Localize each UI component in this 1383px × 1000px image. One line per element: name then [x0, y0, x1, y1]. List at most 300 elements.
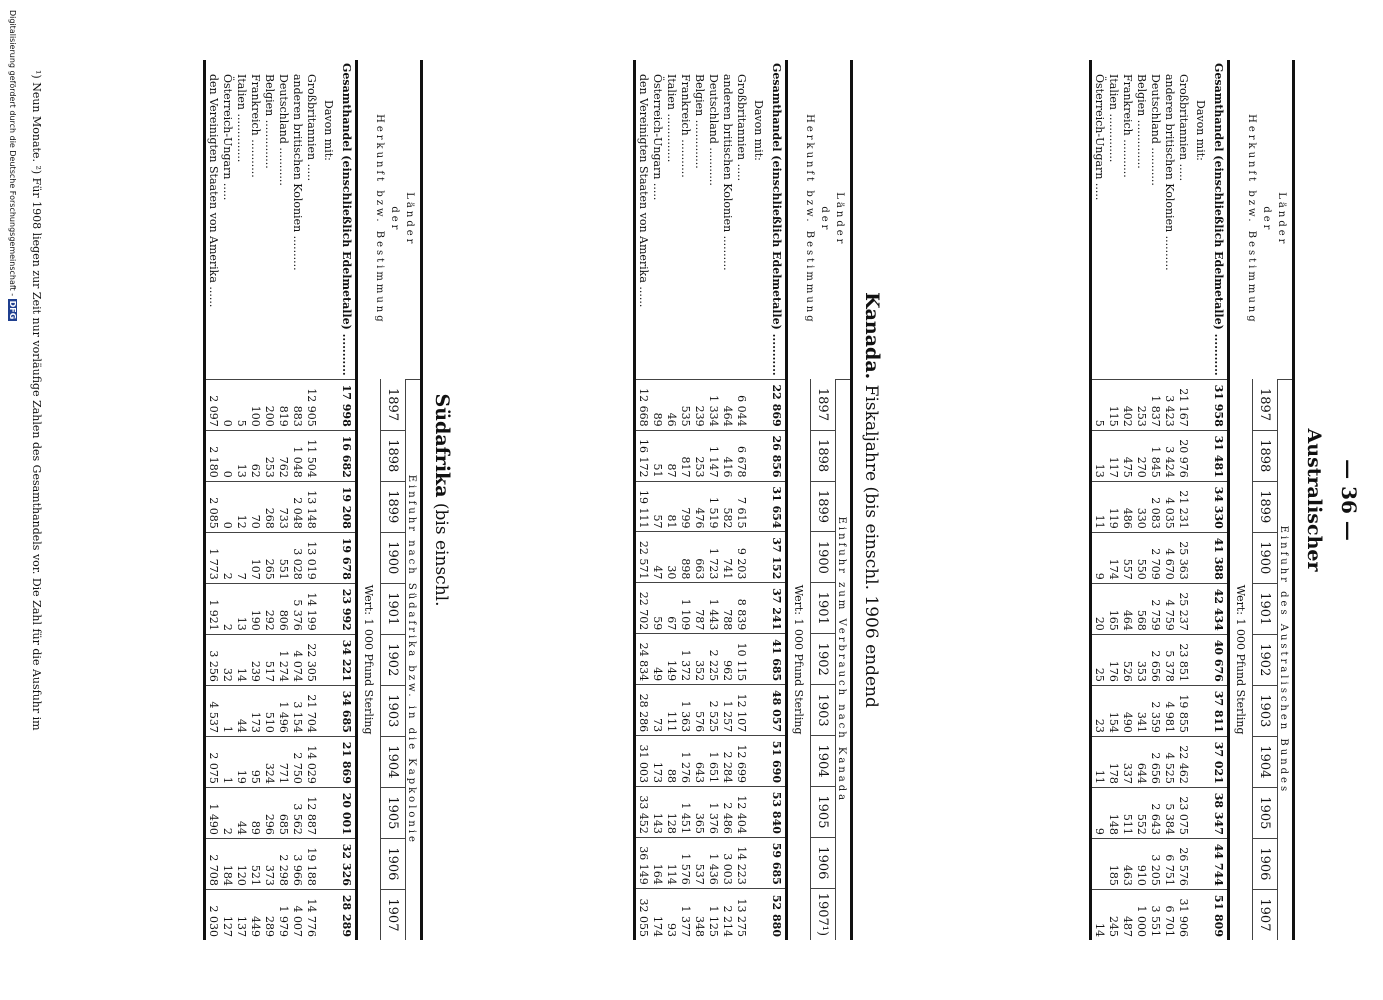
table-cell: 12 668 — [635, 379, 651, 430]
table-cell: 486 — [1120, 481, 1134, 532]
table-cell: 3 028 — [290, 532, 304, 583]
table-cell: 22 702 — [635, 583, 651, 634]
table-cell: 127 — [220, 889, 234, 940]
table-cell: 12 404 — [734, 786, 748, 837]
table-cell: 557 — [1120, 532, 1134, 583]
table-cell: 1 436 — [706, 837, 720, 888]
table-cell: 2 097 — [205, 379, 221, 430]
row-label: Frankreich ........... — [679, 74, 692, 178]
table-cell: 53 840 — [768, 786, 787, 837]
table-cell: 4 670 — [1162, 532, 1176, 583]
lander-header-line: der — [389, 206, 400, 233]
table-row — [338, 60, 357, 940]
table-cell: 762 — [276, 430, 290, 481]
table-cell — [748, 430, 768, 481]
table-cell: 21 869 — [338, 736, 357, 787]
table-cell — [318, 481, 338, 532]
lander-header-line: der — [819, 206, 830, 233]
table-cell: 517 — [262, 634, 276, 685]
table-cell: 2 085 — [205, 481, 221, 532]
table-cell: 1 257 — [720, 685, 734, 736]
table-cell: 464 — [720, 379, 734, 430]
table-row — [1134, 60, 1148, 940]
year-header: 1904 — [381, 736, 406, 787]
table-cell: 41 388 — [1210, 532, 1229, 583]
table-cell: 117 — [1106, 430, 1120, 481]
table-cell: 9 — [1091, 787, 1107, 838]
table-cell: 1 651 — [706, 736, 720, 787]
table-cell: 22 462 — [1176, 736, 1190, 787]
table-cell: 1 845 — [1148, 430, 1162, 481]
table-cell: 33 452 — [635, 786, 651, 837]
table-cell: 348 — [692, 888, 706, 940]
table-cell: 95 — [248, 736, 262, 787]
section-title-main: Südafrika — [431, 393, 453, 498]
table-cell: 21 704 — [304, 685, 318, 736]
row-label: Gesamthandel (einschließlich Edelmetalle) ........... — [340, 63, 354, 376]
table-cell: 3 205 — [1148, 838, 1162, 889]
table-cell: 12 887 — [304, 787, 318, 838]
year-header: 1907 — [381, 889, 406, 940]
year-header: 1899 — [1253, 481, 1278, 532]
table-cell: 13 148 — [304, 481, 318, 532]
table-cell: 73 — [650, 685, 664, 736]
table-cell — [748, 634, 768, 685]
table-cell: 2 298 — [276, 838, 290, 889]
table-cell — [1190, 889, 1210, 940]
year-header: 1898 — [811, 430, 836, 481]
table-cell: 245 — [1106, 889, 1120, 940]
table-cell: 962 — [720, 634, 734, 685]
table-cell: 883 — [290, 379, 304, 430]
table-cell: 1 147 — [706, 430, 720, 481]
year-header: 1906 — [811, 837, 836, 888]
table-cell: 5 — [234, 379, 248, 430]
lander-header-line: Länder — [834, 192, 845, 247]
table-cell: 806 — [276, 583, 290, 634]
table-row — [650, 60, 664, 940]
table-row — [304, 60, 318, 940]
table-cell: 2 — [220, 583, 234, 634]
table-cell: 16 682 — [338, 430, 357, 481]
lander-header — [1229, 60, 1294, 379]
table-cell: 265 — [262, 532, 276, 583]
row-label: Gesamthandel (einschließlich Edelmetalle) ........... — [1212, 63, 1226, 376]
table-cell: 22 571 — [635, 532, 651, 583]
lander-header — [357, 60, 422, 379]
table-cell: 11 504 — [304, 430, 318, 481]
table-cell: 787 — [692, 583, 706, 634]
table-cell: 819 — [276, 379, 290, 430]
section-title-main: Kanada. — [861, 292, 883, 380]
table-cell — [1190, 430, 1210, 481]
lander-header-line: Herkunft bzw. Bestimmung — [374, 114, 385, 325]
year-header: 1904 — [1253, 736, 1278, 787]
table-row — [276, 60, 290, 940]
table-cell — [748, 736, 768, 787]
table-cell — [318, 379, 338, 430]
table-cell — [318, 532, 338, 583]
table-cell: 28 286 — [635, 685, 651, 736]
table-cell: 184 — [220, 838, 234, 889]
table-cell: 173 — [248, 685, 262, 736]
table-cell: 19 — [234, 736, 248, 787]
table-cell: 3 003 — [720, 837, 734, 888]
table-cell: 5 — [1091, 379, 1107, 430]
table-cell: 373 — [262, 838, 276, 889]
table-cell: 2 030 — [205, 889, 221, 940]
row-label: Deutschland ........... — [707, 74, 720, 186]
table-cell: 2 359 — [1148, 685, 1162, 736]
row-label: Italien .............. — [1107, 74, 1120, 163]
table-cell: 114 — [664, 837, 678, 888]
table-cell: 25 — [1091, 634, 1107, 685]
table-row — [248, 60, 262, 940]
table-cell: 341 — [1134, 685, 1148, 736]
table-cell: 154 — [1106, 685, 1120, 736]
table-cell: 165 — [1106, 583, 1120, 634]
table-cell: 535 — [678, 379, 692, 430]
table-cell: 115 — [1106, 379, 1120, 430]
table-cell: 568 — [1134, 583, 1148, 634]
table-cell: 3 154 — [290, 685, 304, 736]
table-cell: 352 — [692, 634, 706, 685]
row-label: anderen britischen Kolonien .......... — [721, 74, 734, 271]
table-cell: 107 — [248, 532, 262, 583]
row-label: Deutschland ........... — [277, 74, 290, 186]
year-header: 1902 — [381, 634, 406, 685]
table-cell — [318, 634, 338, 685]
table-cell: 324 — [262, 736, 276, 787]
section-title-rest: (bis einschl. — [431, 497, 451, 607]
table-cell: 487 — [1120, 889, 1134, 940]
year-header: 1897 — [811, 379, 836, 430]
table-cell: 1 723 — [706, 532, 720, 583]
table-cell: 31 654 — [768, 481, 787, 532]
table-cell: 38 347 — [1210, 787, 1229, 838]
table-cell: 19 111 — [635, 481, 651, 532]
table-cell: 59 — [650, 583, 664, 634]
table-row — [1176, 60, 1190, 940]
table-cell: 685 — [276, 787, 290, 838]
table-cell: 37 811 — [1210, 685, 1229, 736]
unit-header: Wert: 1 000 Pfund Sterling — [787, 379, 811, 940]
row-label: Großbritannien ..... — [1177, 74, 1190, 182]
row-label: Frankreich ........... — [249, 74, 262, 178]
table-cell: 11 — [1091, 736, 1107, 787]
table-cell — [1190, 634, 1210, 685]
table-cell: 31 481 — [1210, 430, 1229, 481]
row-label: Österreich-Ungarn ..... — [1091, 60, 1107, 379]
table-cell: 28 289 — [338, 889, 357, 940]
table-cell: 164 — [650, 837, 664, 888]
table-cell: 89 — [650, 379, 664, 430]
section-title-rest: Fiskaljahre (bis einschl. 1906 endend — [861, 379, 881, 708]
table-row — [720, 60, 734, 940]
table-top-header: Einfuhr nach Südafrika bzw. in die Kapkolonie — [406, 379, 422, 940]
year-header: 1902 — [1253, 634, 1278, 685]
table-cell: 26 856 — [768, 430, 787, 481]
table-cell: 100 — [248, 379, 262, 430]
table-cell: 0 — [220, 481, 234, 532]
table-cell — [748, 481, 768, 532]
table-row — [734, 60, 748, 940]
table-cell: 788 — [720, 583, 734, 634]
table-cell: 11 — [1091, 481, 1107, 532]
table-cell: 31 003 — [635, 736, 651, 787]
year-header: 1898 — [1253, 430, 1278, 481]
table-cell: 32 — [220, 634, 234, 685]
table-cell: 510 — [262, 685, 276, 736]
table-cell: 2 708 — [205, 838, 221, 889]
year-header: 1897 — [1253, 379, 1278, 430]
table-cell: 23 851 — [1176, 634, 1190, 685]
table-row — [1091, 60, 1107, 940]
table-cell: 87 — [664, 430, 678, 481]
table-cell: 1 979 — [276, 889, 290, 940]
table-row — [290, 60, 304, 940]
table-cell: 24 834 — [635, 634, 651, 685]
table-cell — [318, 889, 338, 940]
table-cell: 253 — [1134, 379, 1148, 430]
table-row — [262, 60, 276, 940]
table-cell: 463 — [1120, 838, 1134, 889]
table-cell: 19 188 — [304, 838, 318, 889]
table-cell — [1091, 838, 1107, 889]
row-label: Großbritannien ..... — [735, 74, 748, 182]
table-cell — [1190, 583, 1210, 634]
table-cell: 48 057 — [768, 685, 787, 736]
table-cell: 19 678 — [338, 532, 357, 583]
table-cell: 2 225 — [706, 634, 720, 685]
year-header: 1906 — [381, 838, 406, 889]
row-label: Deutschland ........... — [1149, 74, 1162, 186]
table-cell: 2 709 — [1148, 532, 1162, 583]
table-cell: 49 — [650, 634, 664, 685]
row-label: Großbritannien ..... — [305, 74, 318, 182]
table-cell: 5 384 — [1162, 787, 1176, 838]
table-cell: 239 — [248, 634, 262, 685]
year-header: 1903 — [381, 685, 406, 736]
table-cell: 365 — [692, 786, 706, 837]
table-cell: 3 424 — [1162, 430, 1176, 481]
table-cell: 2 759 — [1148, 583, 1162, 634]
unit-header: Wert: 1 000 Pfund Sterling — [1229, 379, 1253, 940]
table-row — [1190, 60, 1210, 940]
row-label: Davon mit: — [1194, 100, 1207, 161]
year-header: 1899 — [811, 481, 836, 532]
table-row — [1162, 60, 1176, 940]
table-cell: 93 — [664, 888, 678, 940]
table-cell: 120 — [234, 838, 248, 889]
table-cell: 12 905 — [304, 379, 318, 430]
table-cell: 4 007 — [290, 889, 304, 940]
table-cell: 733 — [276, 481, 290, 532]
table-cell: 13 — [234, 583, 248, 634]
table-cell: 17 998 — [338, 379, 357, 430]
table-cell — [1190, 481, 1210, 532]
table-cell: 200 — [262, 379, 276, 430]
table-cell: 6 701 — [1162, 889, 1176, 940]
table-cell: 32 326 — [338, 838, 357, 889]
year-header: 1905 — [1253, 787, 1278, 838]
table-cell: 20 — [1091, 583, 1107, 634]
table-cell: 37 021 — [1210, 736, 1229, 787]
table-cell: 19 855 — [1176, 685, 1190, 736]
table-cell — [318, 736, 338, 787]
table-cell: 4 981 — [1162, 685, 1176, 736]
table-cell: 449 — [248, 889, 262, 940]
table-cell: 41 685 — [768, 634, 787, 685]
year-header: 1899 — [381, 481, 406, 532]
table-cell: 1 773 — [205, 532, 221, 583]
table-cell: 253 — [692, 430, 706, 481]
table-cell: 1 496 — [276, 685, 290, 736]
table-cell: 34 330 — [1210, 481, 1229, 532]
table-cell: 23 075 — [1176, 787, 1190, 838]
table-row — [1148, 60, 1162, 940]
table-cell: 51 — [650, 430, 664, 481]
table-cell: 1 837 — [1148, 379, 1162, 430]
section-title — [431, 0, 453, 1000]
year-header: 1901 — [811, 583, 836, 634]
unit-header: Wert: 1 000 Pfund Sterling — [357, 379, 381, 940]
table-cell: 81 — [664, 481, 678, 532]
table-cell: 14 199 — [304, 583, 318, 634]
table-cell — [1190, 379, 1210, 430]
section-title — [861, 0, 883, 1000]
table-cell: 128 — [664, 786, 678, 837]
table-cell: 1 519 — [706, 481, 720, 532]
table-cell: 268 — [262, 481, 276, 532]
row-label: Italien .............. — [235, 74, 248, 163]
table-top-header: Einfuhr des Australischen Bundes — [1278, 379, 1294, 940]
table-row — [706, 60, 720, 940]
table-cell: 3 562 — [290, 787, 304, 838]
table-cell: 2 180 — [205, 430, 221, 481]
row-label: Belgien .............. — [1135, 74, 1148, 169]
table-cell: 7 615 — [734, 481, 748, 532]
table-cell: 12 107 — [734, 685, 748, 736]
row-label: anderen britischen Kolonien .......... — [291, 74, 304, 271]
table-cell: 1 274 — [276, 634, 290, 685]
table-cell: 2 486 — [720, 786, 734, 837]
year-header: 1903 — [811, 685, 836, 736]
table-cell: 817 — [678, 430, 692, 481]
table-cell: 490 — [1120, 685, 1134, 736]
table-cell: 13 — [1091, 430, 1107, 481]
table-cell: 21 231 — [1176, 481, 1190, 532]
table-cell: 173 — [650, 736, 664, 787]
table-cell: 44 — [234, 787, 248, 838]
table-cell: 23 992 — [338, 583, 357, 634]
table-cell: 34 221 — [338, 634, 357, 685]
table-cell: 13 — [234, 430, 248, 481]
table-cell: 1 000 — [1134, 889, 1148, 940]
footnote: ¹) Neun Monate. ²) Für 1908 liegen zur Zeit nur vorläufige Zahlen des Gesamthandels vor. Die Zahl für die Ausfuhr im — [30, 70, 43, 731]
table-cell: 296 — [262, 787, 276, 838]
table-cell: 9 203 — [734, 532, 748, 583]
digitization-note — [8, 10, 17, 321]
table-cell — [748, 532, 768, 583]
table-cell: 1 276 — [678, 736, 692, 787]
row-label: Davon mit: — [752, 100, 765, 161]
year-header: 1904 — [811, 736, 836, 787]
table-cell: 10 115 — [734, 634, 748, 685]
table-cell: 22 869 — [768, 379, 787, 430]
table-cell: 1 576 — [678, 837, 692, 888]
table-cell: 4 759 — [1162, 583, 1176, 634]
year-header: 1898 — [381, 430, 406, 481]
table-cell: 2 525 — [706, 685, 720, 736]
row-label: Österreich-Ungarn ..... — [651, 74, 664, 201]
table-cell: 14 776 — [304, 889, 318, 940]
table-row — [664, 60, 678, 940]
table-cell — [748, 837, 768, 888]
year-header: 1905 — [381, 787, 406, 838]
table-cell: 1 109 — [678, 583, 692, 634]
row-label: den Vereinigten Staaten von Amerika ...... — [205, 60, 221, 379]
year-header: 1900 — [811, 532, 836, 583]
table-cell: 149 — [664, 634, 678, 685]
table-cell — [1190, 685, 1210, 736]
table-cell: 1 — [220, 685, 234, 736]
table-cell: 70 — [248, 481, 262, 532]
table-cell: 1 363 — [678, 685, 692, 736]
table-cell: 551 — [276, 532, 290, 583]
table-cell: 111 — [664, 685, 678, 736]
table-cell: 178 — [1106, 736, 1120, 787]
table-cell: 416 — [720, 430, 734, 481]
table-cell: 47 — [650, 532, 664, 583]
table-top-header: Einfuhr zum Verbrauch nach Kanada — [836, 379, 852, 940]
table-row — [318, 60, 338, 940]
table-cell: 20 976 — [1176, 430, 1190, 481]
table-cell: 353 — [1134, 634, 1148, 685]
table-cell — [1190, 736, 1210, 787]
table-cell: 20 001 — [338, 787, 357, 838]
table-cell: 137 — [234, 889, 248, 940]
table-cell: 14 — [1091, 889, 1107, 940]
section-title-main: Australischer — [1303, 428, 1325, 572]
digitization-text: Digitalisierung gefördert durch die Deutsche Forschungsgemeinschaft - — [8, 10, 17, 297]
table-cell: 2 — [220, 532, 234, 583]
table-cell: 51 809 — [1210, 889, 1229, 940]
table-cell: 576 — [692, 685, 706, 736]
table-cell: 1 376 — [706, 786, 720, 837]
table-row — [678, 60, 692, 940]
table-cell: 9 — [1091, 532, 1107, 583]
lander-header-line: Länder — [404, 192, 415, 247]
table-row — [220, 60, 234, 940]
table-cell: 8 839 — [734, 583, 748, 634]
year-header: 1897 — [381, 379, 406, 430]
row-label: Davon mit: — [322, 100, 335, 161]
table-cell: 13 275 — [734, 888, 748, 940]
table-cell — [748, 685, 768, 736]
table-row — [1210, 60, 1229, 940]
table-cell: 176 — [1106, 634, 1120, 685]
table-cell: 16 172 — [635, 430, 651, 481]
table-cell: 644 — [1134, 736, 1148, 787]
statistics-table — [203, 60, 423, 940]
table-row — [234, 60, 248, 940]
table-cell: 1 — [220, 736, 234, 787]
lander-header — [787, 60, 852, 379]
table-cell: 34 685 — [338, 685, 357, 736]
table-cell: 143 — [650, 786, 664, 837]
table-cell: 14 029 — [304, 736, 318, 787]
